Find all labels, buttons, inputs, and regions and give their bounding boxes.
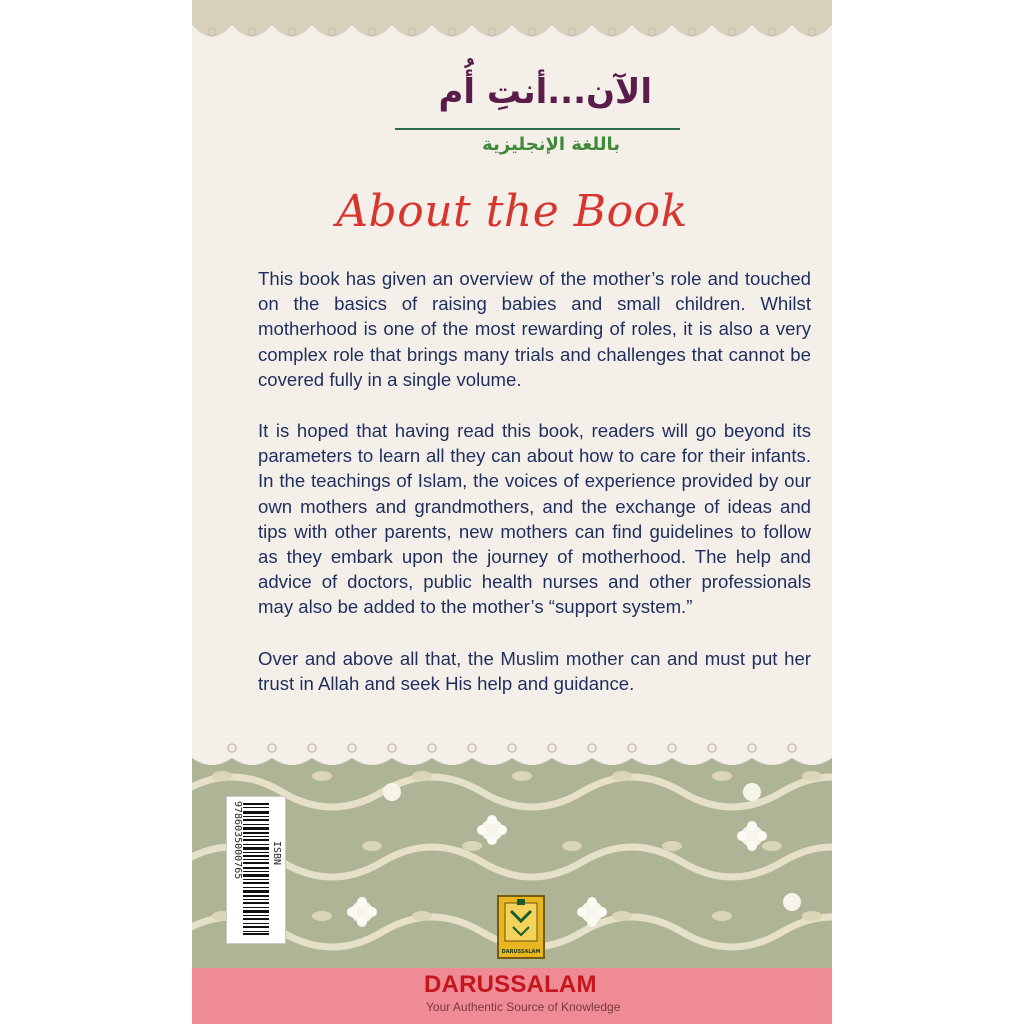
- lace-border-top: [192, 14, 832, 48]
- barcode-bars: [243, 803, 269, 935]
- book-back-cover: [192, 0, 832, 1024]
- publisher-logo: [497, 895, 545, 959]
- arabic-subtitle: باللغة الإنجليزية: [482, 134, 620, 155]
- isbn-label: ISBN: [271, 841, 282, 866]
- title-divider: [395, 128, 680, 130]
- blurb-paragraph-1: This book has given an overview of the mother’s role and touched on the basics of raising babies and small children. Whilst motherhood is one of the most rewarding of roles, it is also a very complex role that brings many trials and challenges that cannot be covered fully in a single volume.: [258, 268, 811, 390]
- blurb-paragraph-2: It is hoped that having read this book, readers will go beyond its parameters to learn all they can about how to care for their infants. In the teachings of Islam, the voices of experience provided by our own mothers and grandmothers, and the exchange of ideas and tips with other parents, new mothers can find guidelines to follow as they embark upon the journey of motherhood. The help and advice of doctors, public health nurses and other professionals may also be added to the mother’s “support system.”: [258, 420, 811, 618]
- publisher-name: DARUSSALAM: [424, 971, 597, 998]
- isbn-digits: 9786035000765: [232, 801, 243, 880]
- arabic-title: الآن...أنتِ أُم: [438, 72, 652, 112]
- about-heading: About the Book: [336, 186, 688, 237]
- logo-text: DARUSSALAM: [501, 949, 541, 955]
- blurb-paragraph-3: Over and above all that, the Muslim mother can and must put her trust in Allah and seek His help and guidance.: [258, 647, 811, 694]
- isbn-barcode: [226, 796, 286, 944]
- footer-band: [192, 968, 832, 1024]
- lace-border-bottom: [192, 732, 832, 766]
- publisher-tagline: Your Authentic Source of Knowledge: [426, 1000, 621, 1014]
- book-stand-icon: [499, 897, 543, 947]
- blurb: [258, 266, 811, 722]
